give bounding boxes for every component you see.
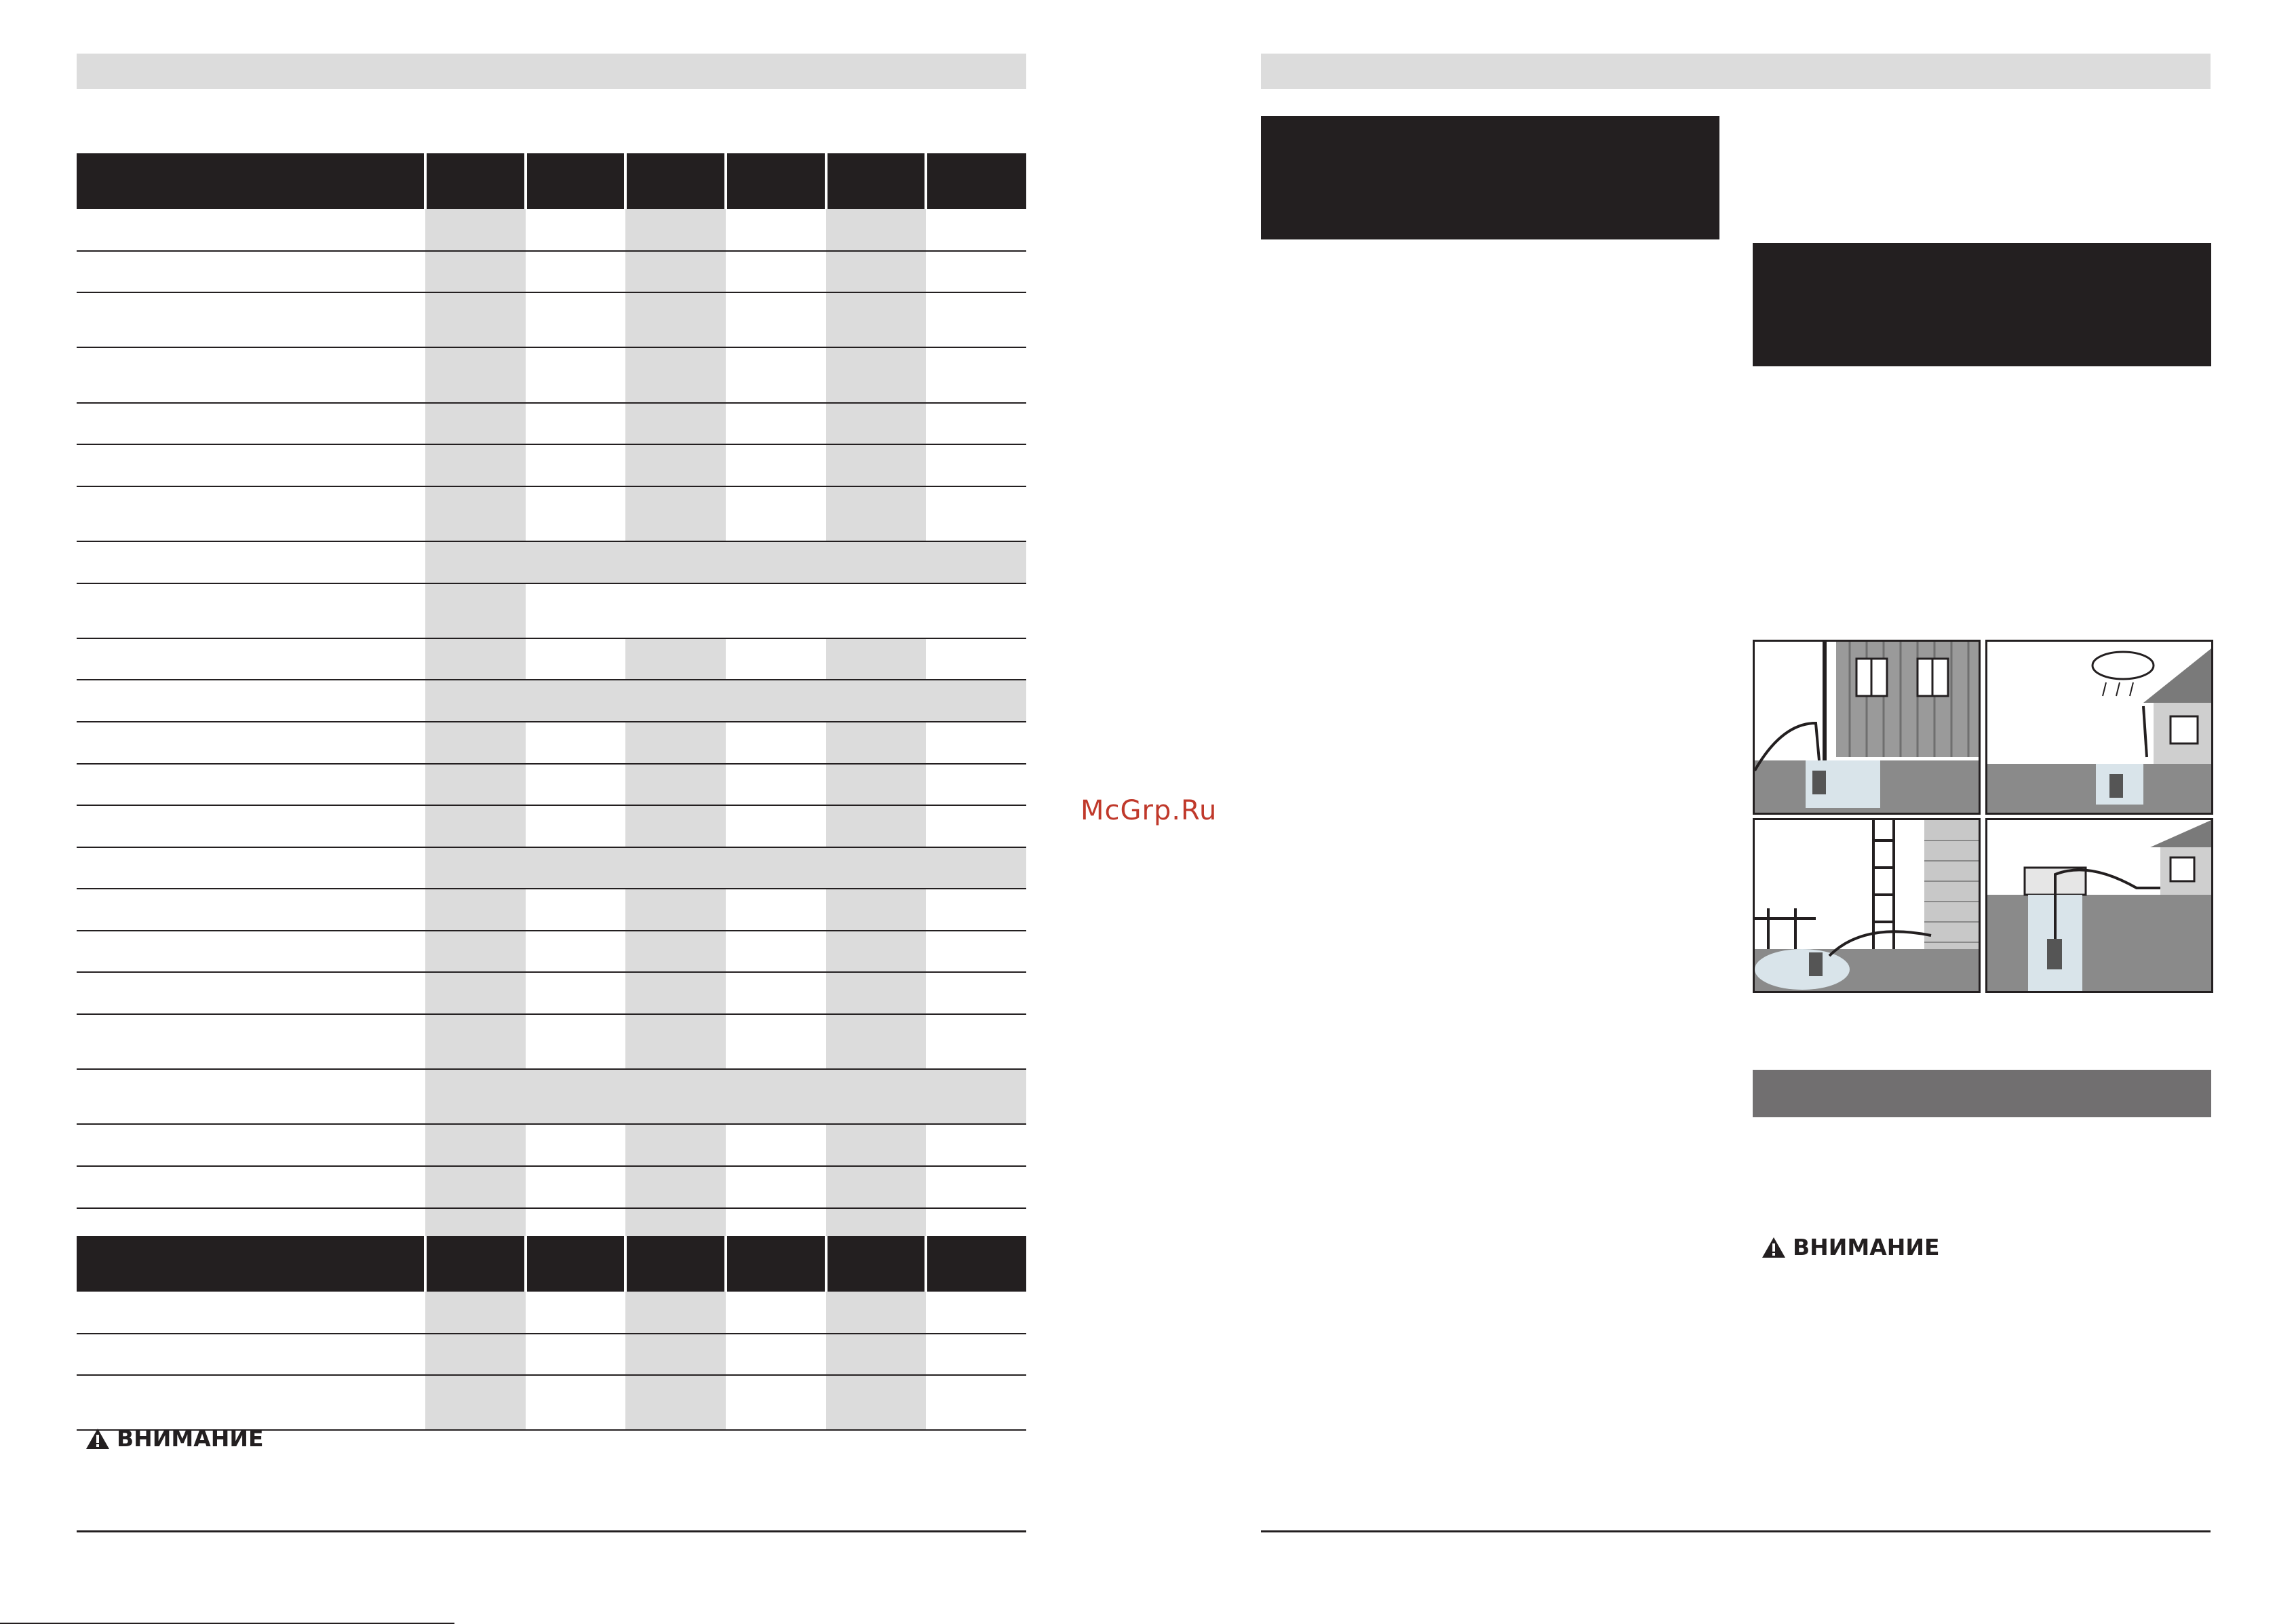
- spec-table-header: [77, 153, 1026, 209]
- table-row: [77, 583, 1026, 638]
- table-row: [77, 680, 1026, 722]
- table-row: [77, 805, 1026, 847]
- right-header-bar: [1261, 54, 2211, 89]
- right-warning-label: ВНИМАНИЕ: [1793, 1234, 1940, 1260]
- left-footer-rule: [77, 1530, 1026, 1532]
- table-row: [77, 444, 1026, 486]
- warning-triangle-icon: [1762, 1237, 1786, 1258]
- table-row: [77, 1166, 1026, 1208]
- table-row: [77, 1124, 1026, 1166]
- right-footer-rule: [1261, 1530, 2211, 1532]
- well-scene: [1985, 818, 2213, 993]
- table-row: [77, 764, 1026, 806]
- table-row: [77, 1375, 1026, 1430]
- spec-table-bottom-header: [77, 1236, 1026, 1292]
- table-row: [77, 722, 1026, 764]
- watermark-text: McGrp.Ru: [1081, 795, 1218, 826]
- rain-gutter-scene: [1985, 640, 2213, 815]
- table-row: [77, 541, 1026, 583]
- table-row: [77, 1292, 1026, 1334]
- garden-pond-scene: [1753, 818, 1981, 993]
- table-row: [77, 1069, 1026, 1124]
- right-warning: [1762, 1234, 1940, 1260]
- table-row: [77, 638, 1026, 680]
- table-row: [77, 292, 1026, 347]
- left-header-bar: [77, 54, 1026, 89]
- table-row: [77, 347, 1026, 402]
- spec-table-bottom: [77, 1236, 1026, 1431]
- table-row: [77, 209, 1026, 251]
- spec-table-top: [77, 153, 1026, 1250]
- right-title-block: [1261, 116, 1719, 239]
- table-row: [77, 847, 1026, 889]
- right-subheading-bar: [1753, 1070, 2211, 1117]
- left-warning: [85, 1425, 264, 1452]
- table-row: [77, 1014, 1026, 1069]
- left-warning-label: ВНИМАНИЕ: [117, 1425, 264, 1452]
- table-row: [77, 889, 1026, 931]
- table-row: [77, 251, 1026, 293]
- table-row: [77, 972, 1026, 1014]
- table-row: [77, 403, 1026, 445]
- right-section-block: [1753, 243, 2211, 366]
- house-basement-scene: [1753, 640, 1981, 815]
- table-row: [77, 486, 1026, 541]
- table-row: [77, 931, 1026, 973]
- warning-triangle-icon: [85, 1428, 110, 1450]
- table-row: [77, 1334, 1026, 1376]
